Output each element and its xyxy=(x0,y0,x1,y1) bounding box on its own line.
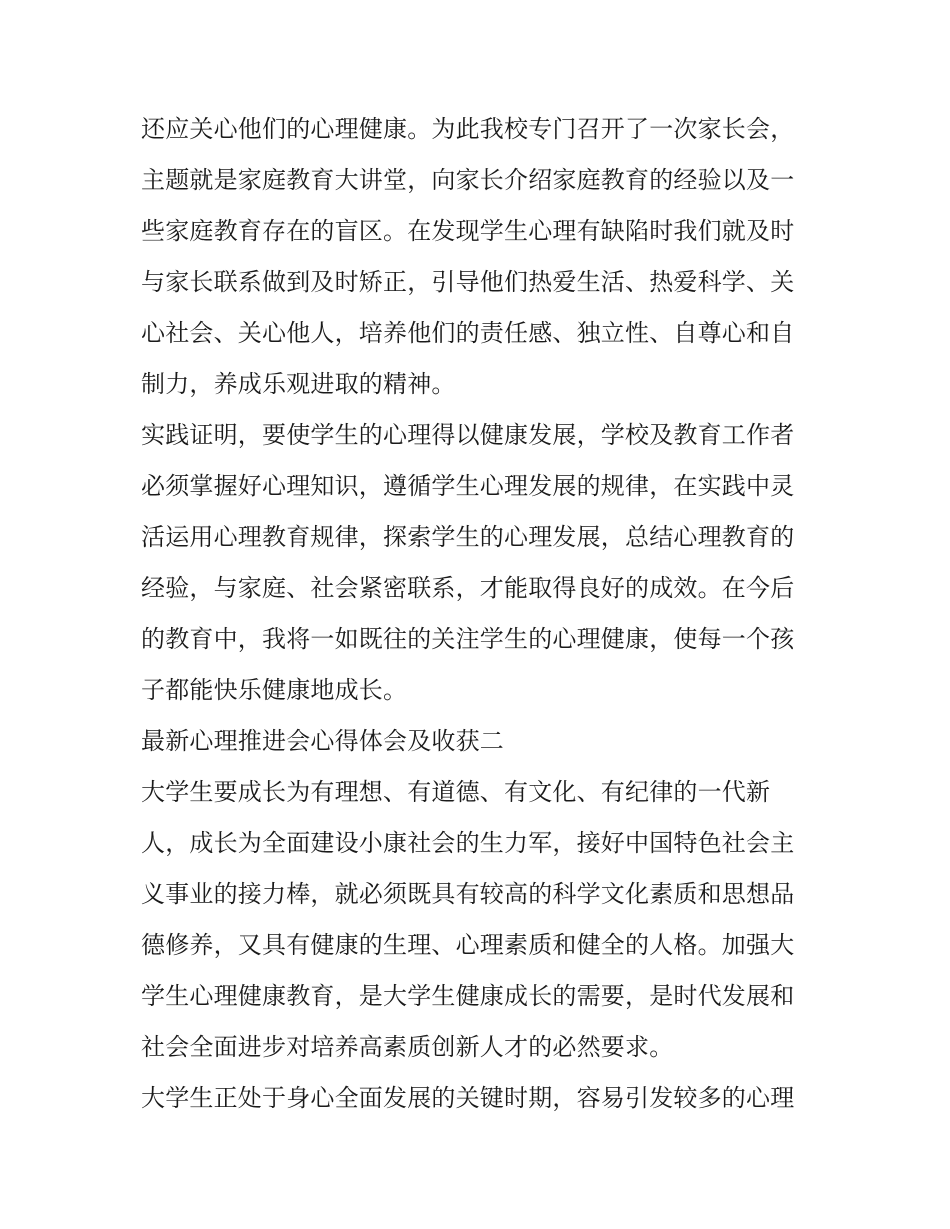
paragraph-college-students xyxy=(141,767,831,1073)
text-line: 的教育中，我将一如既往的关注学生的心理健康，使每一个孩 xyxy=(141,625,795,653)
text-line: 德修养，又具有健康的生理、心理素质和健全的人格。加强大 xyxy=(141,931,795,959)
text-line: 心社会、关心他人，培养他们的责任感、独立性、自尊心和自 xyxy=(141,319,795,347)
paragraph-parent-meeting xyxy=(141,104,831,410)
paragraph-critical-period xyxy=(141,1073,831,1124)
section-title: 最新心理推进会心得体会及收获二 xyxy=(141,727,504,755)
text-line: 大学生正处于身心全面发展的关键时期，容易引发较多的心理 xyxy=(141,1084,795,1112)
text-line: 社会全面进步对培养高素质创新人才的必然要求。 xyxy=(141,1033,674,1061)
text-line: 实践证明，要使学生的心理得以健康发展，学校及教育工作者 xyxy=(141,421,795,449)
document-body xyxy=(141,104,831,1124)
text-line: 义事业的接力棒，就必须既具有较高的科学文化素质和思想品 xyxy=(141,880,795,908)
text-line: 主题就是家庭教育大讲堂，向家长介绍家庭教育的经验以及一 xyxy=(141,166,795,194)
paragraph-practice-proves xyxy=(141,410,831,716)
text-line: 制力，养成乐观进取的精神。 xyxy=(141,370,456,398)
text-line: 还应关心他们的心理健康。为此我校专门召开了一次家长会， xyxy=(141,115,795,143)
text-line: 子都能快乐健康地成长。 xyxy=(141,676,408,704)
text-line: 大学生要成长为有理想、有道德、有文化、有纪律的一代新 xyxy=(141,778,771,806)
text-line: 活运用心理教育规律，探索学生的心理发展，总结心理教育的 xyxy=(141,523,795,551)
text-line: 人，成长为全面建设小康社会的生力军，接好中国特色社会主 xyxy=(141,829,795,857)
text-line: 些家庭教育存在的盲区。在发现学生心理有缺陷时我们就及时 xyxy=(141,217,795,245)
text-line: 学生心理健康教育，是大学生健康成长的需要，是时代发展和 xyxy=(141,982,795,1010)
section-heading xyxy=(141,716,831,767)
text-line: 与家长联系做到及时矫正，引导他们热爱生活、热爱科学、关 xyxy=(141,268,795,296)
text-line: 必须掌握好心理知识，遵循学生心理发展的规律，在实践中灵 xyxy=(141,472,795,500)
text-line: 经验，与家庭、社会紧密联系，才能取得良好的成效。在今后 xyxy=(141,574,795,602)
